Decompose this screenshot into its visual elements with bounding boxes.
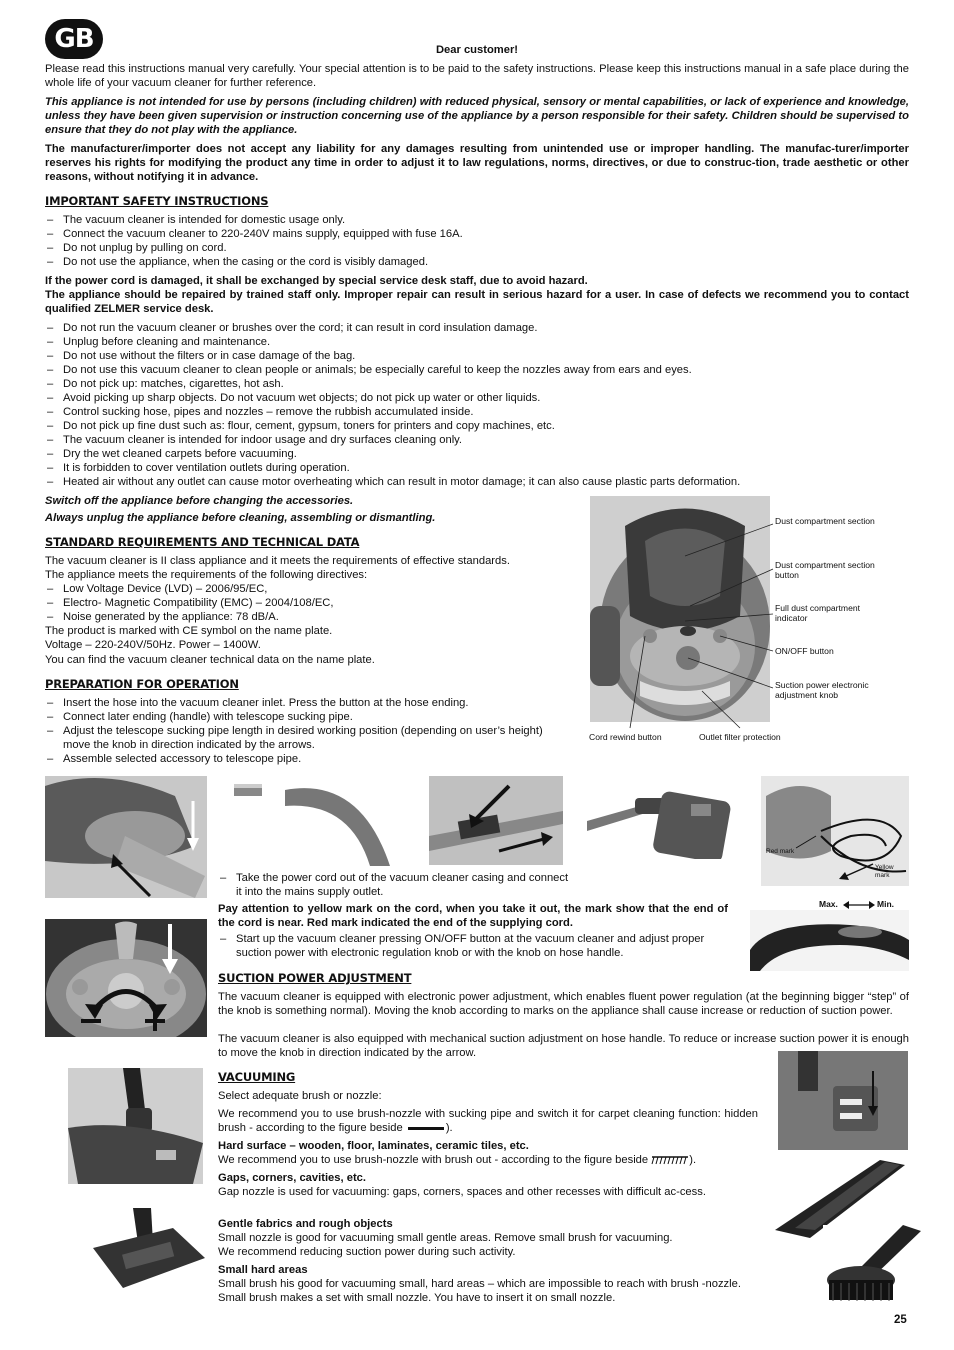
cord-mark-note: Pay attention to yellow mark on the cord, when you take it out, the mark show that the end of the cord is near. Red mark indicated the end of the supplying cord. [218, 903, 728, 929]
startup-step-list [218, 932, 728, 960]
max-label: Max. [819, 899, 838, 909]
list-item: – Do not use this vacuum cleaner to clean people or animals; be especially careful to keep the nozzles away from ears and eyes. [45, 363, 909, 377]
list-item: – Connect the vacuum cleaner to 220-240V mains supply, equipped with fuse 16A. [45, 227, 909, 241]
directives-list [45, 582, 585, 624]
liability-paragraph: The manufacturer/importer does not accept any liability for any damages resulting from unintended use or improper handling. The manufac-turer/importer reserves his rights for modifying the product any time in order to adjust it to law regulations, norms, directives, or due to construc-tion, trade aesthetic or other reasons, without notifying it in advance. [45, 143, 909, 183]
vacuuming-heading: VACUUMING [218, 1070, 296, 1084]
preparation-list [45, 696, 568, 766]
brush-switch-photo [778, 1051, 908, 1150]
gentle-heading: Gentle fabrics and rough objects [218, 1218, 393, 1230]
standard-line: The product is marked with CE symbol on the name plate. [45, 625, 333, 637]
label-cord-rewind: Cord rewind button [589, 732, 662, 742]
brush-out-icon [651, 1155, 689, 1165]
label-dust-section: Dust compartment section [775, 516, 875, 526]
hard-surface-text [218, 1153, 758, 1167]
label-outlet-filter: Outlet filter protection [699, 732, 781, 742]
label-suction-knob: Suction power electronic adjustment knob [775, 680, 869, 700]
small-brush-photo [823, 1225, 923, 1307]
hose-handle-knob-photo [750, 910, 909, 971]
list-item: – Do not use without the filters or in case damage of the bag. [45, 349, 909, 363]
standard-line: Voltage – 220-240V/50Hz. Power – 1400W. [45, 639, 261, 651]
list-item: – Avoid picking up sharp objects. Do not vacuum wet objects; do not pick up water or other liquids. [45, 391, 909, 405]
list-item: – The vacuum cleaner is intended for indoor usage and dry surfaces cleaning only. [45, 433, 909, 447]
suction-paragraph-2: The vacuum cleaner is also equipped with mechanical suction adjustment on hose handle. To reduce or increase suction power it is enough to move the knob in direction indicated by the arrow. [218, 1033, 909, 1059]
standard-heading: STANDARD REQUIREMENTS AND TECHNICAL DATA [45, 535, 360, 549]
brush-nozzle-photo [587, 776, 736, 859]
list-item: – Control sucking hose, pipes and nozzles – remove the rubbish accumulated inside. [45, 405, 909, 419]
small-hard-text-2: Small brush makes a set with small nozzle. You have to insert it on small nozzle. [218, 1292, 616, 1304]
list-item: – Assemble selected accessory to telescope pipe. [45, 752, 568, 766]
list-item: – Do not unplug by pulling on cord. [45, 241, 909, 255]
list-item: – Start up the vacuum cleaner pressing ON/OFF button at the vacuum cleaner and adjust proper suction power with electronic regulation knob or with the knob on hose handle. [218, 932, 728, 960]
list-item: – Low Voltage Device (LVD) – 2006/95/EC, [45, 582, 585, 596]
small-hard-heading: Small hard areas [218, 1264, 308, 1276]
closing-paren: ). [445, 1122, 453, 1134]
repair-note: The appliance should be repaired by trained staff only. Improper repair can result in serious hazard for a user. In case of defects we recommend you to contact qualified ZELMER service desk. [45, 289, 909, 315]
cord-damage-note: If the power cord is damaged, it shall be exchanged by special service desk staff, due to avoid hazard. [45, 275, 588, 287]
list-item: – Unplug before cleaning and maintenance. [45, 335, 909, 349]
safety-list-2 [45, 321, 909, 489]
hose-inlet-photo [45, 776, 207, 898]
list-item: – Noise generated by the appliance: 78 dB/A. [45, 610, 585, 624]
standard-line: The appliance meets the requirements of the following directives: [45, 569, 368, 581]
label-dust-button: Dust compartment section button [775, 560, 875, 580]
standard-line: The vacuum cleaner is II class appliance and it meets the requirements of effective standards. [45, 555, 510, 567]
red-mark-label: Red mark [766, 848, 795, 855]
suction-paragraph-1: The vacuum cleaner is equipped with electronic power adjustment, which enables fluent power regulation (at the beginning bigger “step” of the knob is something normal). Moving the knob according to marks on the appliance shall cause increase or reduction of suction power. [218, 991, 909, 1017]
switch-off-note: Switch off the appliance before changing the accessories. [45, 495, 354, 507]
closing-paren: ). [689, 1154, 697, 1166]
gentle-text-1: Small nozzle is good for vacuuming small gentle areas. Remove small brush for vacuuming. [218, 1232, 673, 1244]
list-item: – Adjust the telescope sucking pipe length in desired working position (depending on user’s height) move the knob in direction indicated by the arrows. [45, 724, 568, 752]
list-item: – It is forbidden to cover ventilation outlets during operation. [45, 461, 909, 475]
hard-surface-recommendation: We recommend you to use brush-nozzle with brush out - according to the figure beside [218, 1154, 649, 1166]
warning-paragraph: This appliance is not intended for use by persons (including children) with reduced physical, sensory or mental capabilities, or lack of experience and knowledge, unless they have been given supervision or instruction concerning use of the appliance by a person responsible for their safety. Children should be supervised to ensure that they do not play with the appliance. [45, 96, 909, 136]
gaps-text: Gap nozzle is used for vacuuming: gaps, corners, spaces and other recesses with difficult ac-cess. [218, 1186, 706, 1198]
unplug-note: Always unplug the appliance before cleaning, assembling or dismantling. [45, 512, 436, 524]
page-number: 25 [894, 1314, 907, 1326]
preparation-heading: PREPARATION FOR OPERATION [45, 677, 239, 691]
safety-heading: IMPORTANT SAFETY INSTRUCTIONS [45, 194, 269, 208]
intro-paragraph: Please read this instructions manual very carefully. Your special attention is to be paid to the safety instructions. Please keep this instructions manual in a safe place during the whole life of your vacuum cleaner for further reference. [45, 63, 909, 89]
list-item: – Do not pick up: matches, cigarettes, hot ash. [45, 377, 909, 391]
list-item: – Do not pick up fine dust such as: flour, cement, gypsum, toners for printers and copy machines, etc. [45, 419, 909, 433]
list-item: – Connect later ending (handle) with telescope sucking pipe. [45, 710, 568, 724]
greeting: Dear customer! [435, 44, 519, 56]
yellow-mark-label: Yellow mark [875, 864, 894, 879]
list-item: – Heated air without any outlet can cause motor overheating which can result in motor damage; it can also cause plastic parts deformation. [45, 475, 909, 489]
brush-nozzle-accessory-photo [68, 1068, 203, 1184]
hidden-brush-icon [408, 1127, 444, 1130]
list-item: – Take the power cord out of the vacuum cleaner casing and connect it into the mains supply outlet. [218, 871, 570, 899]
control-panel-photo [45, 919, 207, 1037]
list-item: – Do not run the vacuum cleaner or brushes over the cord; it can result in cord insulation damage. [45, 321, 909, 335]
list-item: – Do not use the appliance, when the casing or the cord is visibly damaged. [45, 255, 909, 269]
safety-list-1 [45, 213, 909, 269]
gaps-heading: Gaps, corners, cavities, etc. [218, 1172, 366, 1184]
small-nozzle-photo [93, 1208, 205, 1293]
double-arrow-icon [843, 900, 875, 910]
carpet-recommendation-text: We recommend you to use brush-nozzle with sucking pipe and switch it for carpet cleaning function: hidden brush - according to the figure beside [218, 1108, 758, 1134]
hard-surface-heading: Hard surface – wooden, floor, laminates, ceramic tiles, etc. [218, 1140, 529, 1152]
list-item: – Electro- Magnetic Compatibility (EMC) – 2004/108/EC, [45, 596, 585, 610]
list-item: – The vacuum cleaner is intended for domestic usage only. [45, 213, 909, 227]
gentle-text-2: We recommend reducing suction power during such activity. [218, 1246, 516, 1258]
cord-step-list [218, 871, 570, 899]
callout-lines [590, 496, 780, 736]
carpet-recommendation [218, 1107, 758, 1135]
standard-line: You can find the vacuum cleaner technical data on the name plate. [45, 654, 375, 666]
min-label: Min. [877, 899, 894, 909]
list-item: – Insert the hose into the vacuum cleaner inlet. Press the button at the hose ending. [45, 696, 568, 710]
small-hard-text-1: Small brush his good for vacuuming small, hard areas – which are impossible to reach with brush -nozzle. [218, 1278, 741, 1290]
language-badge: GB [45, 19, 103, 59]
label-onoff-button: ON/OFF button [775, 646, 834, 656]
suction-heading: SUCTION POWER ADJUSTMENT [218, 971, 412, 985]
hose-handle-photo [230, 776, 405, 866]
label-full-indicator: Full dust compartment indicator [775, 603, 861, 623]
list-item: – Dry the wet cleaned carpets before vacuuming. [45, 447, 909, 461]
telescope-pipe-photo [429, 776, 563, 865]
select-nozzle-text: Select adequate brush or nozzle: [218, 1090, 382, 1102]
